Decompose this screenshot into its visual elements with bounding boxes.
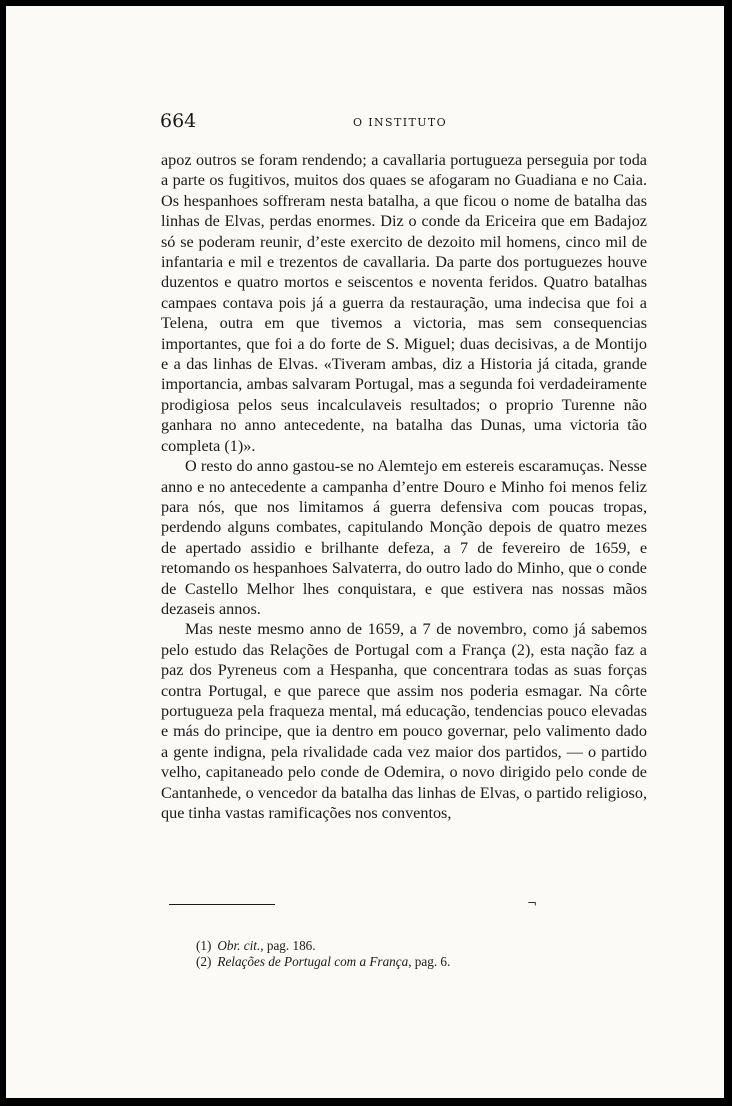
running-title: O INSTITUTO bbox=[352, 116, 448, 129]
page-header bbox=[156, 110, 644, 136]
footnote-divider bbox=[169, 904, 275, 905]
stray-mark: ¬ bbox=[527, 896, 538, 910]
footnote-title: Relações de Portugal com a França, bbox=[217, 954, 412, 969]
footnotes bbox=[196, 938, 636, 970]
footnote bbox=[196, 954, 636, 970]
footnote-title: Obr. cit., bbox=[217, 938, 264, 953]
footnote-page: pag. 6. bbox=[411, 954, 451, 969]
paragraph: Mas neste mesmo anno de 1659, a 7 de novembro, como já sabemos pelo estudo das Relações de Portugal com a França (2), esta nação faz a paz dos Pyreneus com a Hespanha, que concentrara todas as suas forças contra Portugal, e que parece que assim nos poderia esmagar. Na côrte portugueza pela fraqueza mental, má educação, tendencias pouco elevadas e más do principe, que ia dentro em pouco governar, pelo valimento dado a gente indigna, pela rivalidade cada vez maior dos partidos, — o partido velho, capitaneado pelo conde de Odemira, o novo dirigido pelo conde de Cantanhede, o vencedor da batalha das linhas de Elvas, o partido religioso, que tinha vastas ramificações nos conventos, bbox=[161, 620, 647, 822]
page-number: 664 bbox=[160, 110, 197, 132]
footnote-page: pag. 186. bbox=[263, 938, 316, 953]
footnote-ref: (1) bbox=[196, 938, 212, 953]
paragraph-continued: apoz outros se foram rendendo; a cavallaria portugueza perseguia por toda a parte os fugitivos, muitos dos quaes se afogaram no Guadiana e no Caia. Os hespanhoes soffreram nesta batalha, a que ficou o nome de batalha das linhas de Elvas, perdas enormes. Diz o conde da Ericeira que em Badajoz só se poderam reunir, d’este exercito de dezoito mil homens, cinco mil de infantaria e mil e trezentos de cavallaria. Da parte dos portuguezes houve duzentos e quatro mortos e seiscentos e noventa feridos. Quatro batalhas campaes contava pois já a guerra da restauração, uma indecisa que foi a Telena, outra em que tivemos a victoria, mas sem consequencias importantes, que foi a do forte de S. Miguel; duas decisivas, a de Montijo e a das linhas de Elvas. «Tiveram ambas, diz a Historia já citada, grande importancia, ambas salvaram Portugal, mas a segunda foi verdadeiramente prodigiosa pelos seus incalculaveis resultados; o proprio Turenne não ganhara no anno antecedente, na batalha das Dunas, uma victoria tão completa (1)». bbox=[161, 151, 647, 455]
footnote-ref: (2) bbox=[196, 954, 212, 969]
body-text bbox=[161, 150, 647, 823]
footnote bbox=[196, 938, 636, 954]
paragraph: O resto do anno gastou-se no Alemtejo em estereis escaramuças. Nesse anno e no antecedente a campanha d’entre Douro e Minho foi menos feliz para nós, que nos limitamos á guerra defensiva com poucas tropas, perdendo alguns combates, capitulando Monção depois de quatro mezes de apertado assidio e brilhante defeza, a 7 de fevereiro de 1659, e retomando os hespanhoes Salvaterra, do outro lado do Minho, que o conde de Castello Melhor lhes conquistara, e que estivera nas nossas mãos dezaseis annos. bbox=[161, 457, 647, 618]
document-page bbox=[6, 6, 724, 1098]
